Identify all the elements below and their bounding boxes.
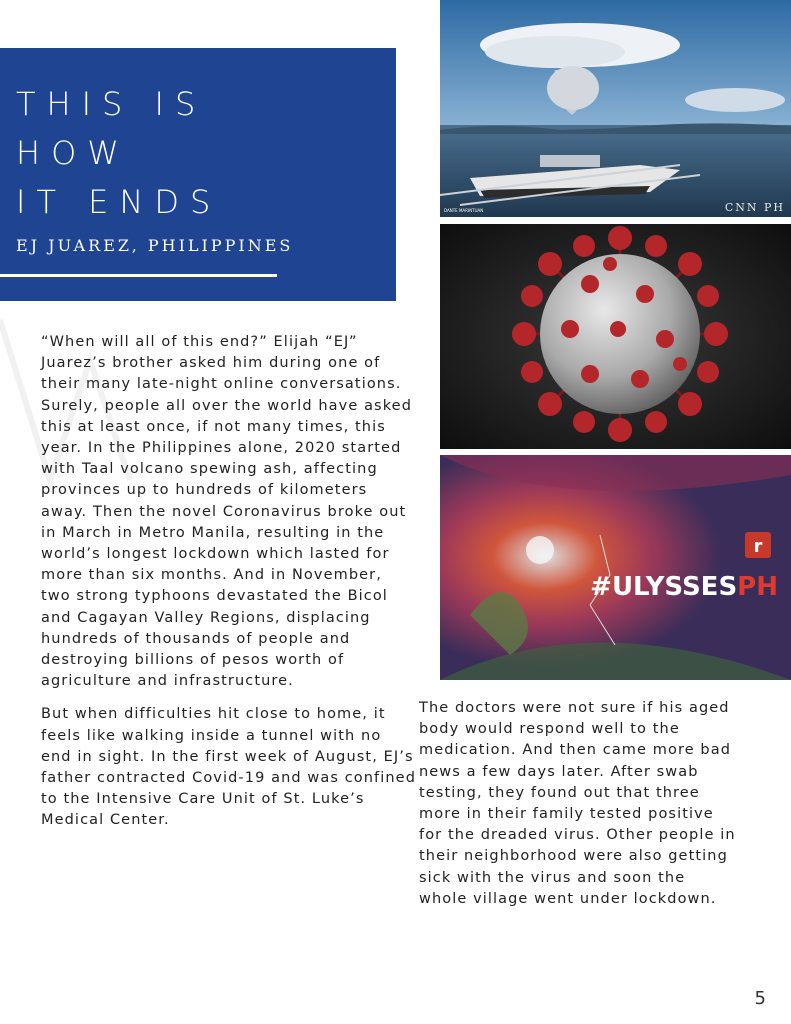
- article-title: [16, 80, 221, 227]
- body-column-left: [41, 332, 416, 844]
- body-column-right: [419, 698, 739, 922]
- taal-volcano-photo: [440, 0, 791, 217]
- title-line-1: THIS IS: [16, 85, 207, 123]
- hashtag-prefix: #ULYSSES: [590, 572, 738, 602]
- title-underline: [0, 274, 277, 277]
- title-line-2: HOW: [16, 134, 130, 172]
- byline: EJ JUAREZ, PHILIPPINES: [16, 236, 294, 255]
- paragraph: But when difficulties hit close to home, it feels like walking inside a tunnel with no end in sight. In the first week of August, EJ’s father contracted Covid-19 and was confined to the Intensive Care Unit of St. Luke’s Medical Center.: [41, 706, 416, 829]
- hashtag-suffix: PH: [737, 572, 778, 602]
- title-block: [0, 48, 396, 301]
- page-number: 5: [754, 988, 766, 1009]
- paragraph: The doctors were not sure if his aged body would respond well to the medication. And then came more bad news a few days later. After swab testing, they found out that three more in their family tested positive for the dreaded virus. Other people in their neighborhood were also getting sick with the virus and soon the whole village went under lockdown.: [419, 700, 736, 907]
- hashtag-ulysses: [590, 572, 778, 602]
- photo-credit-small: DANTE MARINTUAN: [444, 208, 484, 213]
- title-line-3: IT ENDS: [16, 183, 222, 221]
- svg-text:r: r: [753, 536, 763, 557]
- paragraph: “When will all of this end?” Elijah “EJ” Juarez’s brother asked him during one of their many late-night online conversations. Surely, people all over the world have asked this at least once, if not many times, this year. In the Philippines alone, 2020 started with Taal volcano spewing ash, affecting provinces up to hundreds of kilometers away. Then the novel Coronavirus broke out in March in Metro Manila, resulting in the world’s longest lockdown which lasted for more than six months. And in November, two strong typhoons devastated the Bicol and Cagayan Valley Regions, displacing hundreds of thousands of people and destroying billions of pesos worth of agriculture and infrastructure.: [41, 334, 413, 690]
- coronavirus-illustration: [440, 224, 791, 449]
- typhoon-satellite-image: [440, 455, 791, 680]
- photo-credit: CNN PH: [724, 201, 785, 214]
